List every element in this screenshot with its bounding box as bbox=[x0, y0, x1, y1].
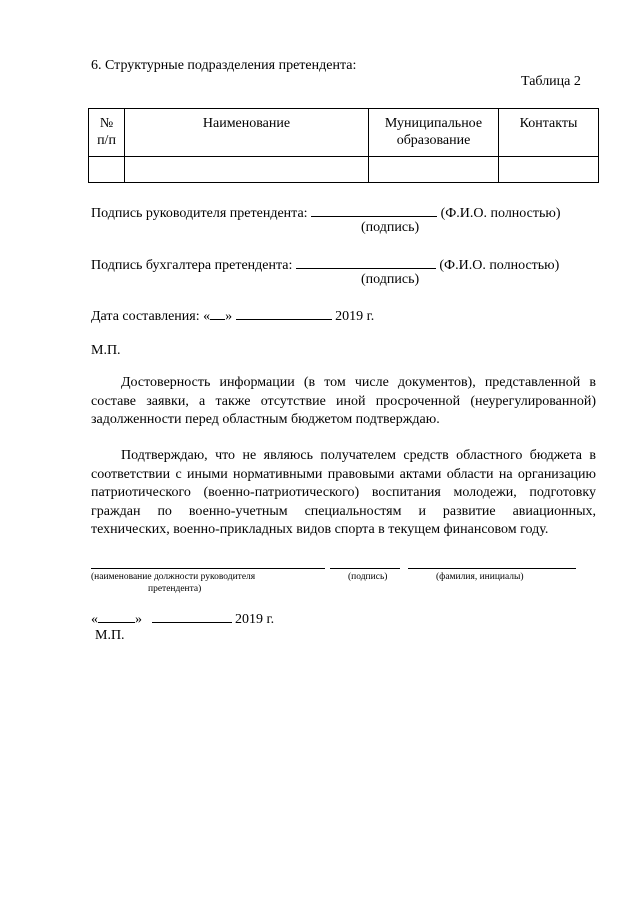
table-cell[interactable] bbox=[369, 156, 499, 182]
position-caption-2: претендента) bbox=[148, 584, 202, 594]
date2-open-quote: « bbox=[91, 612, 98, 627]
header-number: № п/п bbox=[89, 109, 125, 157]
stamp-place-1: М.П. bbox=[91, 343, 121, 358]
date-close-quote: » bbox=[225, 309, 233, 324]
date-year: 2019 г. bbox=[335, 309, 375, 324]
header-contacts: Контакты bbox=[499, 109, 599, 157]
signing-date-line bbox=[91, 608, 274, 628]
table-header-row bbox=[89, 109, 599, 157]
paragraph-confirmation: Подтверждаю, что не являюсь получателем средств областного бюджета в соответствии с иными нормативными правовыми актами области на организацию патриотического (военно-патриотического) воспитания молодежи, подготовку граждан по военно-учетным специальностям и развитие авиационных, технических, военно-прикладных видов спорта в текущем финансовом году. bbox=[91, 448, 596, 537]
subdivisions-table bbox=[88, 108, 599, 183]
position-caption: (наименование должности руководителя bbox=[91, 572, 256, 582]
position-field-line[interactable] bbox=[91, 568, 325, 569]
table-cell[interactable] bbox=[89, 156, 125, 182]
date2-close-quote: » bbox=[135, 612, 142, 627]
date-month-field[interactable] bbox=[236, 305, 332, 320]
table-cell[interactable] bbox=[499, 156, 599, 182]
head-signature-field[interactable] bbox=[311, 202, 437, 217]
table-cell[interactable] bbox=[125, 156, 369, 182]
accountant-signature-label: Подпись бухгалтера претендента: bbox=[91, 258, 293, 273]
date2-year: 2019 г. bbox=[235, 612, 275, 627]
table-caption: Таблица 2 bbox=[521, 74, 581, 89]
header-municipality: Муниципальное образование bbox=[369, 109, 499, 157]
head-signature-caption: (подпись) bbox=[361, 220, 420, 235]
header-name: Наименование bbox=[125, 109, 369, 157]
accountant-signature-caption: (подпись) bbox=[361, 272, 420, 287]
date-label: Дата составления: « bbox=[91, 309, 211, 324]
head-signature-label: Подпись руководителя претендента: bbox=[91, 206, 308, 221]
stamp-place-2: М.П. bbox=[95, 628, 125, 643]
table-row bbox=[89, 156, 599, 182]
signature-field-line[interactable] bbox=[330, 568, 400, 569]
paragraph-reliability: Достоверность информации (в том числе документов), представленной в составе заявки, а также отсутствие иной просроченной (неурегулированной) задолженности перед областным бюджетом подтверждаю. bbox=[91, 375, 596, 427]
accountant-signature-field[interactable] bbox=[296, 254, 436, 269]
name-caption: (фамилия, инициалы) bbox=[436, 572, 524, 582]
date2-day-field[interactable] bbox=[98, 608, 135, 623]
accountant-signature-line bbox=[91, 254, 559, 274]
name-field-line[interactable] bbox=[408, 568, 576, 569]
compilation-date-line bbox=[91, 305, 374, 325]
signature-caption: (подпись) bbox=[348, 572, 388, 582]
head-fullname-hint: (Ф.И.О. полностью) bbox=[440, 206, 561, 221]
date-day-field[interactable] bbox=[210, 305, 225, 320]
head-signature-line bbox=[91, 202, 560, 222]
accountant-fullname-hint: (Ф.И.О. полностью) bbox=[439, 258, 560, 273]
date2-month-field[interactable] bbox=[152, 608, 232, 623]
section-title: 6. Структурные подразделения претендента: bbox=[91, 58, 357, 73]
